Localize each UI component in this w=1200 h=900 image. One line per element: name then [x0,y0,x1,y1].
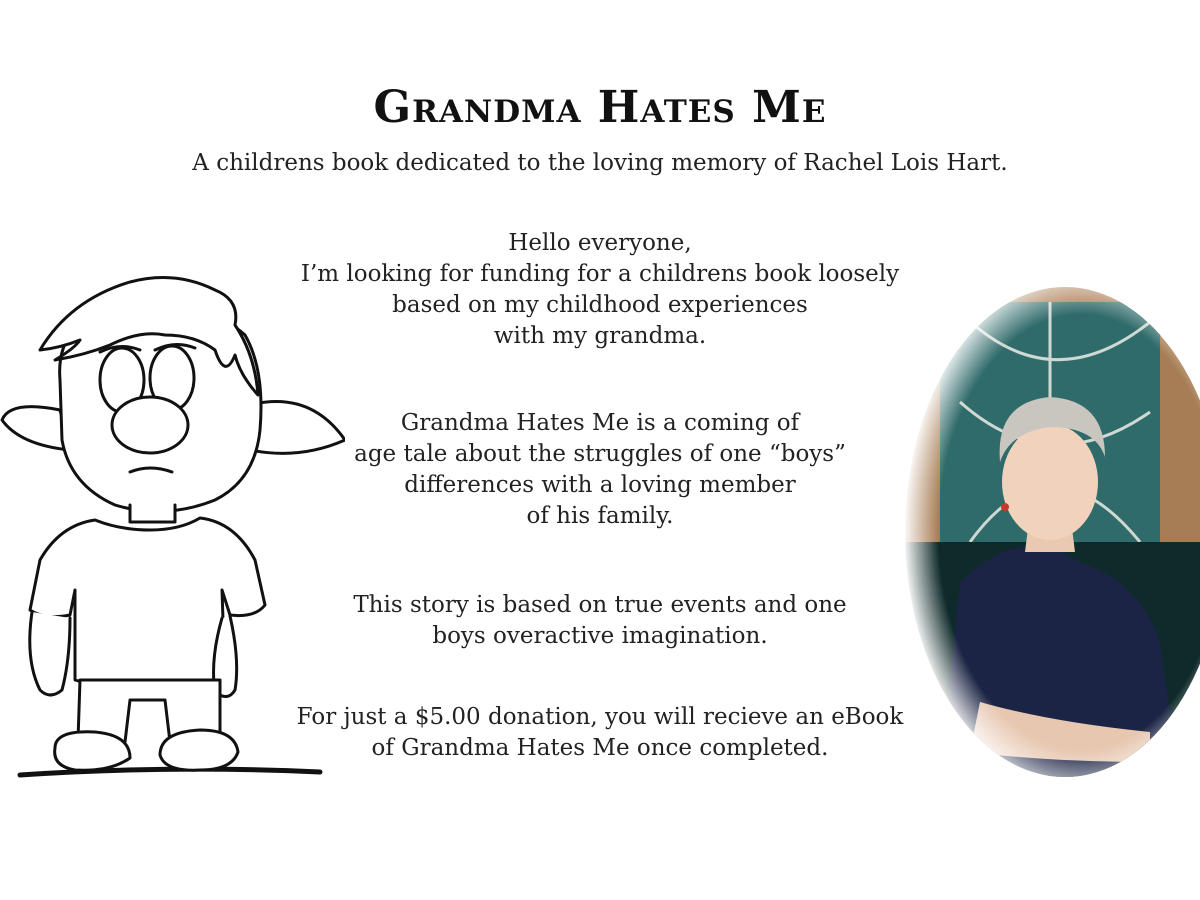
synopsis-paragraph: Grandma Hates Me is a coming of age tale about the struggles of one “boys” differences with a loving member of his family. [354,410,846,529]
grandma-portrait-photo [900,282,1200,782]
donation-paragraph: For just a $5.00 donation, you will recieve an eBook of Grandma Hates Me once completed. [296,704,904,761]
dedication-subtitle: A childrens book dedicated to the loving memory of Rachel Lois Hart. [192,150,1008,176]
page-title: Grandma Hates Me [373,82,827,133]
intro-paragraph: Hello everyone, I’m looking for funding for a childrens book loosely based on my childhood experiences with my grandma. [300,230,900,349]
true-events-paragraph: This story is based on true events and one boys overactive imagination. [353,592,847,649]
cartoon-boy-illustration [0,260,345,800]
